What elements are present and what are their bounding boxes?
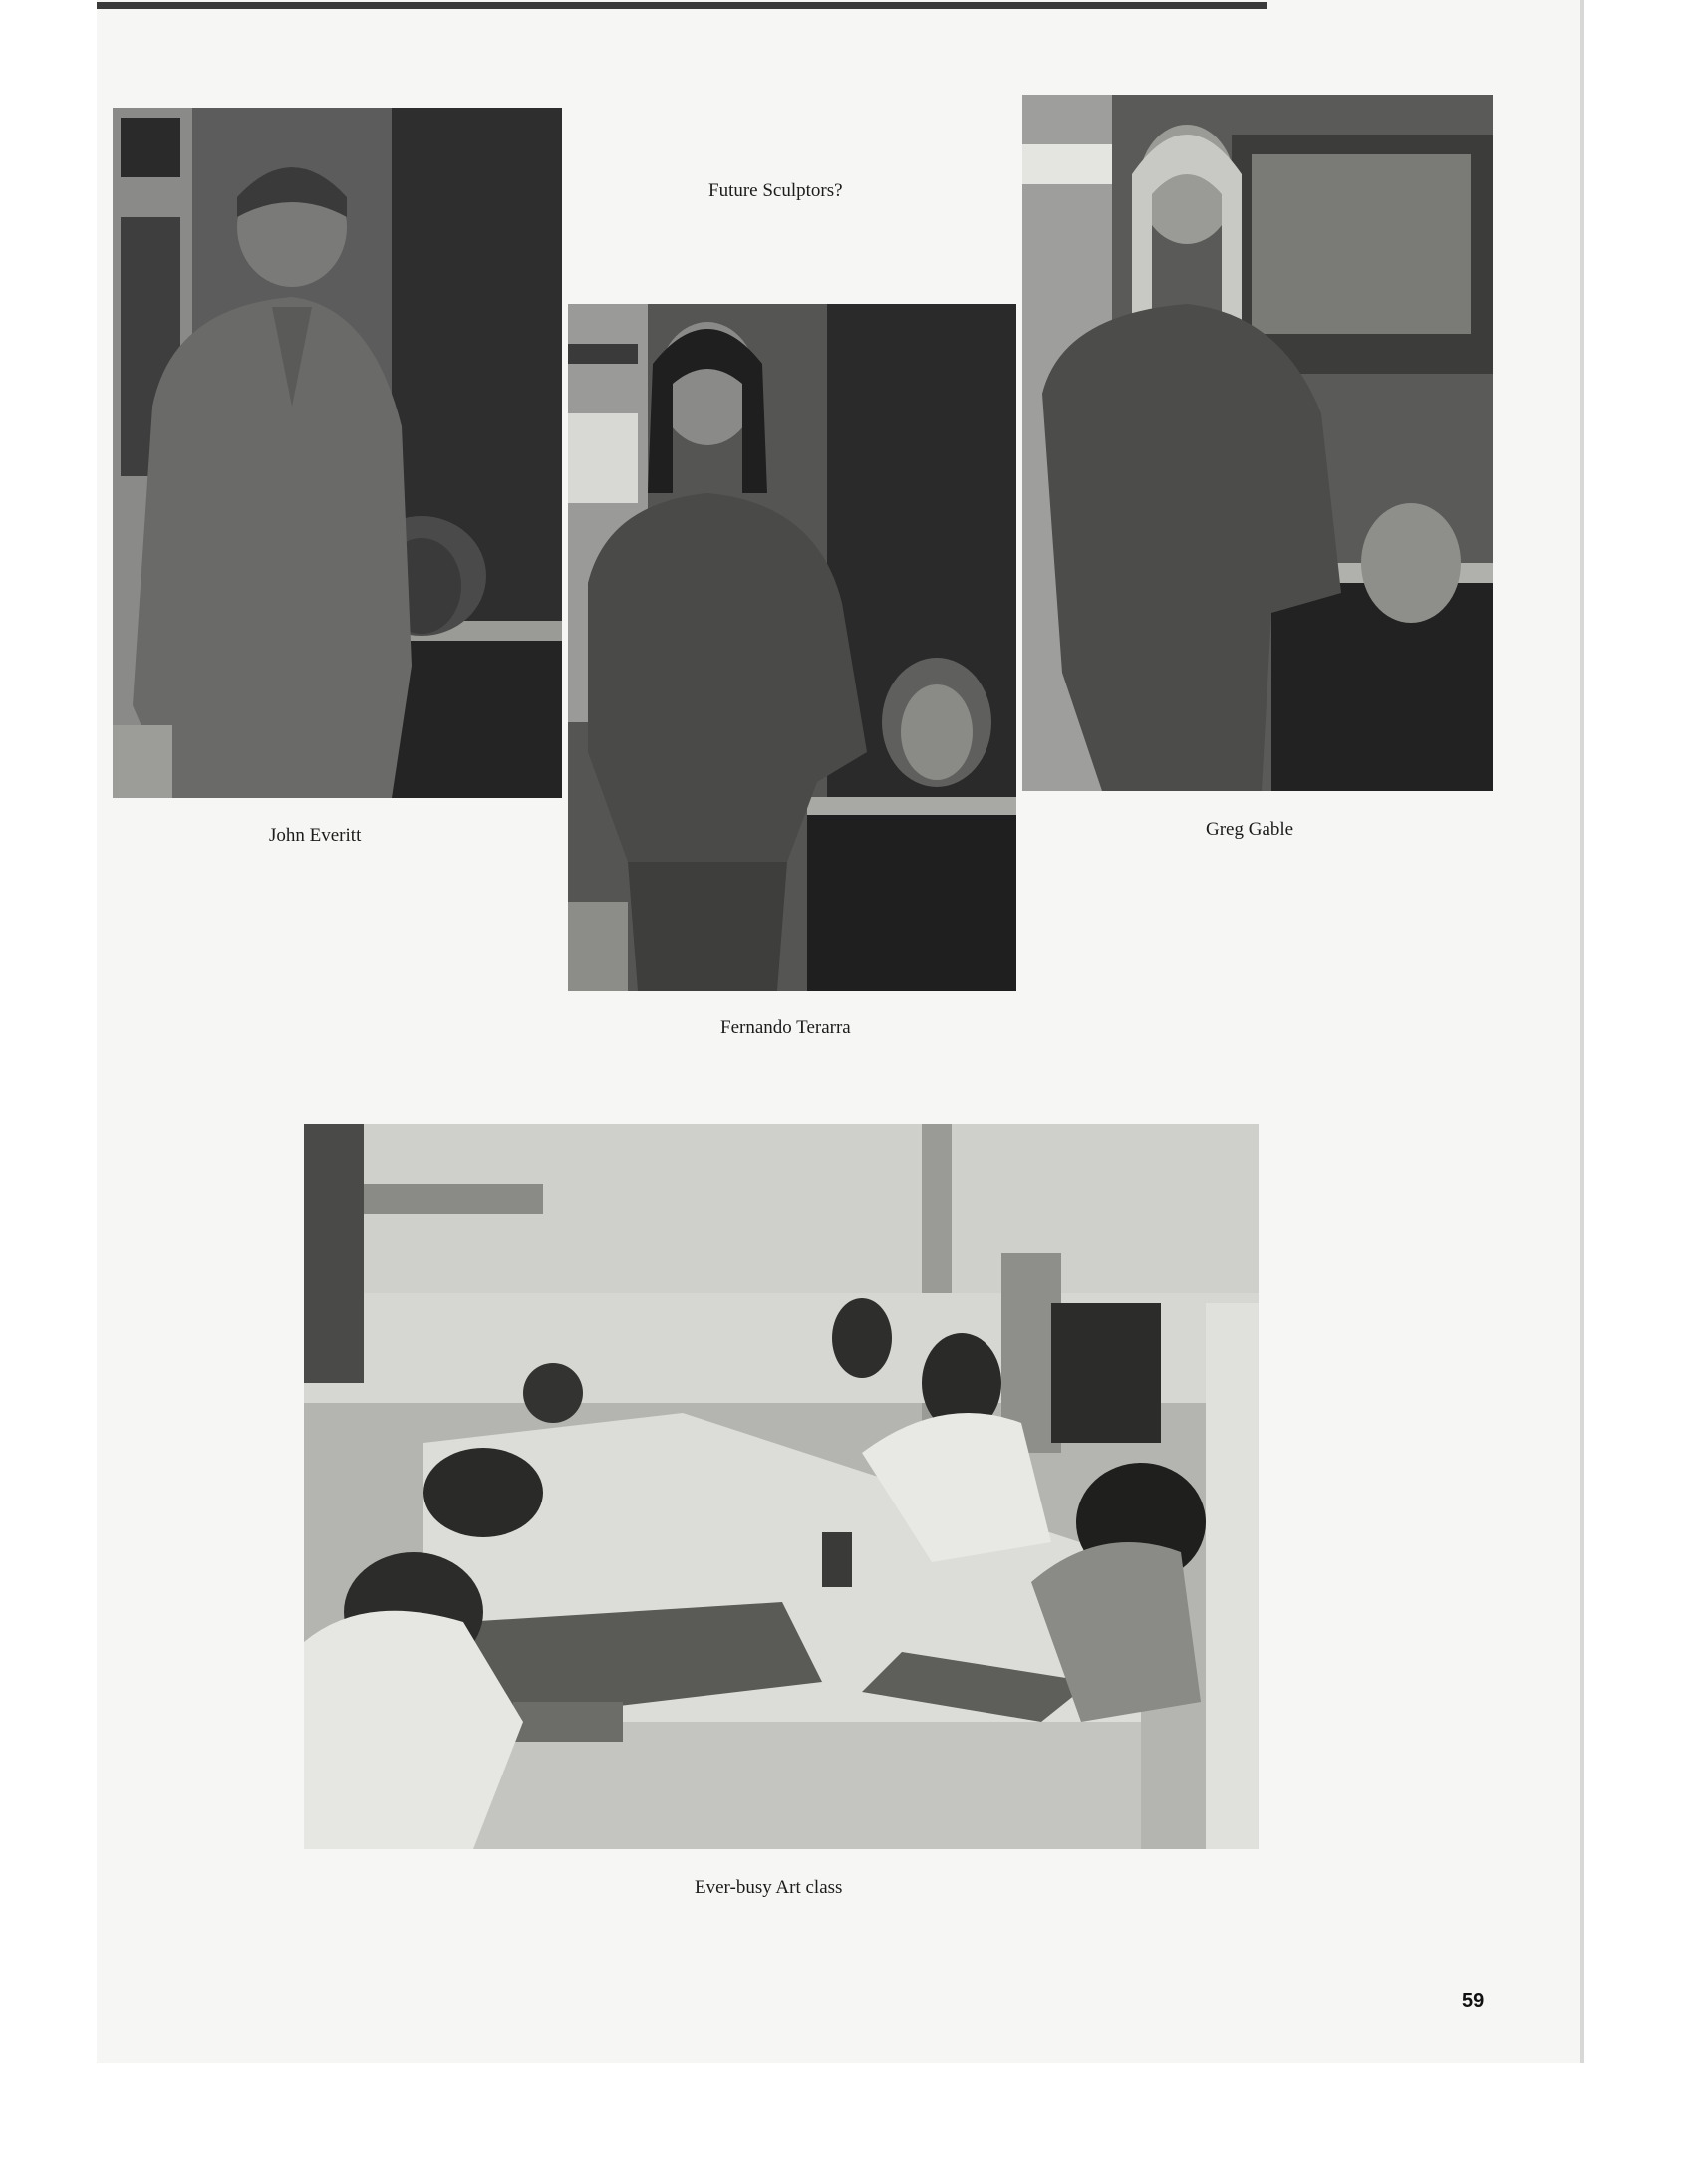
- caption-right: Greg Gable: [1206, 819, 1294, 840]
- caption-bottom: Ever-busy Art class: [695, 1877, 843, 1898]
- photo-art-class: [304, 1124, 1259, 1849]
- caption-left: John Everitt: [269, 825, 362, 846]
- page-number: 59: [1462, 1990, 1485, 2012]
- page-heading: Future Sculptors?: [708, 180, 843, 201]
- photo-fernando-terarra: [568, 304, 1016, 991]
- caption-middle: Fernando Terarra: [720, 1017, 851, 1038]
- photo-greg-gable: [1022, 95, 1493, 791]
- scan-right-edge: [1580, 0, 1584, 2063]
- photo-john-everitt: [113, 108, 562, 798]
- scan-top-edge: [97, 2, 1268, 9]
